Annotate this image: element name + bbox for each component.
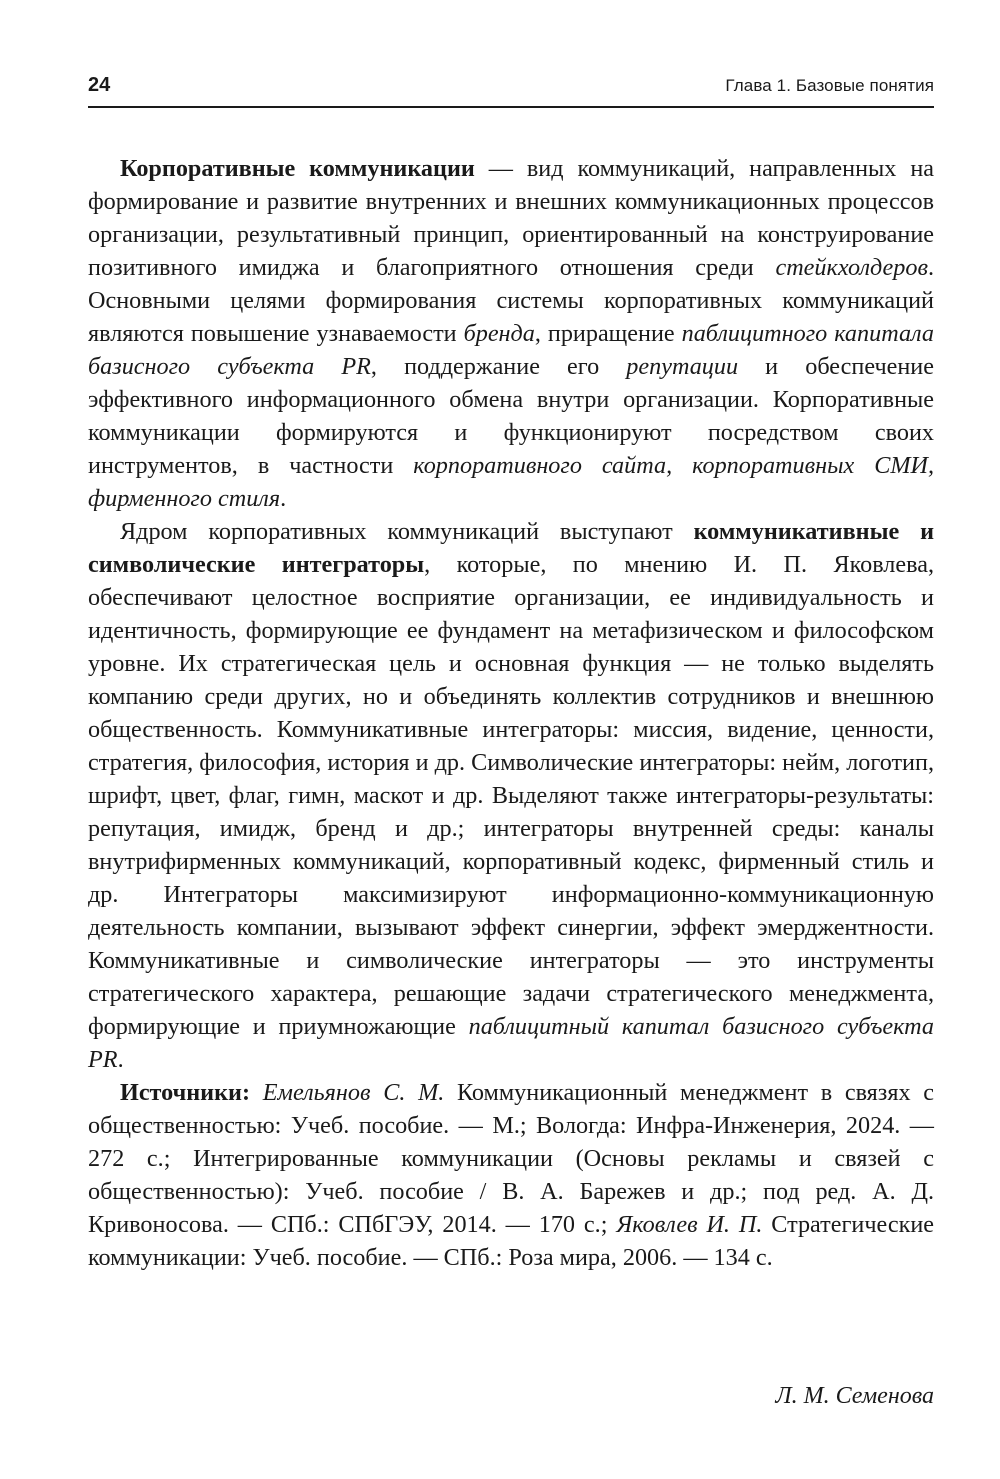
text-segment: Ядром корпоративных коммуникаций выступают bbox=[120, 518, 694, 545]
source-author: Емельянов С. М. bbox=[262, 1079, 445, 1106]
text-segment: . Основными целями формирования системы корпоративных коммуникаций являются повышение узнаваемости bbox=[88, 254, 934, 347]
article-body bbox=[88, 152, 934, 1274]
article-author: Л. М. Семенова bbox=[775, 1383, 934, 1409]
paragraph-integrators bbox=[88, 515, 934, 1076]
italic-term: стейкхолдеров bbox=[775, 254, 928, 281]
text-segment: Коммуникационный менеджмент в связях с общественностью: Учеб. пособие. — М.; Вологда: Инфра-Инженерия, 2024. — 272 с.; Интегрированные коммуникации (Основы рекламы и связей с общественностью): Учеб. пособие / В. А. Барежев и др.; под ред. А. Д. Кривоносова. — СПб.: СПбГЭУ, 2014. — 170 с.; bbox=[88, 1079, 935, 1238]
text-segment: , которые, по мнению И. П. Яковлева, обеспечивают целостное восприятие организации, ее индивидуальность и идентичность, формирующие ее фундамент на метафизическом и философском уровне. Их стратегическая цель и основная функция — не только выделять компанию среди других, но и объединять коллектив сотрудников и внешнюю общественность. Коммуникативные интеграторы: миссия, видение, ценности, стратегия, философия, история и др. Символические интеграторы: нейм, логотип, шрифт, цвет, флаг, гимн, маскот и др. Выделяют также интеграторы-результаты: репутация, имидж, бренд и др.; интеграторы внутренней среды: каналы внутрифирменных коммуникаций, корпоративный кодекс, фирменный стиль и др. Интеграторы максимизируют информационно-коммуникационную деятельность компании, вызывают эффект синергии, эффект эмерджентности. Коммуникативные и символические интеграторы — это инструменты стратегического характера, решающие задачи стратегического менеджмента, формирующие и приумножающие bbox=[88, 551, 934, 1040]
italic-term: паблицитный капитал базисного субъекта PR bbox=[88, 1013, 935, 1073]
page-number: 24 bbox=[88, 74, 111, 96]
running-head: Глава 1. Базовые понятия bbox=[725, 76, 934, 95]
italic-term: репутации bbox=[626, 353, 739, 380]
text-segment: , поддержание его bbox=[370, 353, 627, 380]
text-segment: . bbox=[280, 485, 287, 512]
bold-term: коммуникативные и символические интеграторы bbox=[88, 518, 935, 578]
paragraph-sources bbox=[88, 1076, 934, 1274]
page-header bbox=[88, 70, 934, 108]
text-segment: и обеспечение эффективного информационного обмена внутри организации. Корпоративные коммуникации формируются и функционируют посредством своих инструментов, в частности bbox=[88, 353, 934, 479]
text-segment: , приращение bbox=[534, 320, 682, 347]
italic-term: бренда bbox=[463, 320, 535, 347]
term-heading: Корпоративные коммуникации bbox=[120, 155, 475, 182]
paragraph-definition bbox=[88, 152, 934, 515]
source-author: Яковлев И. П. bbox=[616, 1211, 763, 1238]
text-segment: . bbox=[117, 1046, 124, 1073]
text-segment: — вид коммуникаций, направленных на формирование и развитие внутренних и внешних коммуникационных процессов организации, результативный принцип, ориентированный на конструирование позитивного имиджа и благоприятного отношения среди bbox=[88, 155, 934, 281]
text-segment: Стратегические коммуникации: Учеб. пособие. — СПб.: Роза мира, 2006. — 134 с. bbox=[88, 1211, 934, 1271]
italic-term: паблицитного капитала базисного субъекта PR bbox=[88, 320, 934, 380]
sources-label: Источники: bbox=[120, 1079, 251, 1106]
italic-term: корпоративного сайта, корпоративных СМИ, фирменного стиля bbox=[88, 452, 934, 512]
